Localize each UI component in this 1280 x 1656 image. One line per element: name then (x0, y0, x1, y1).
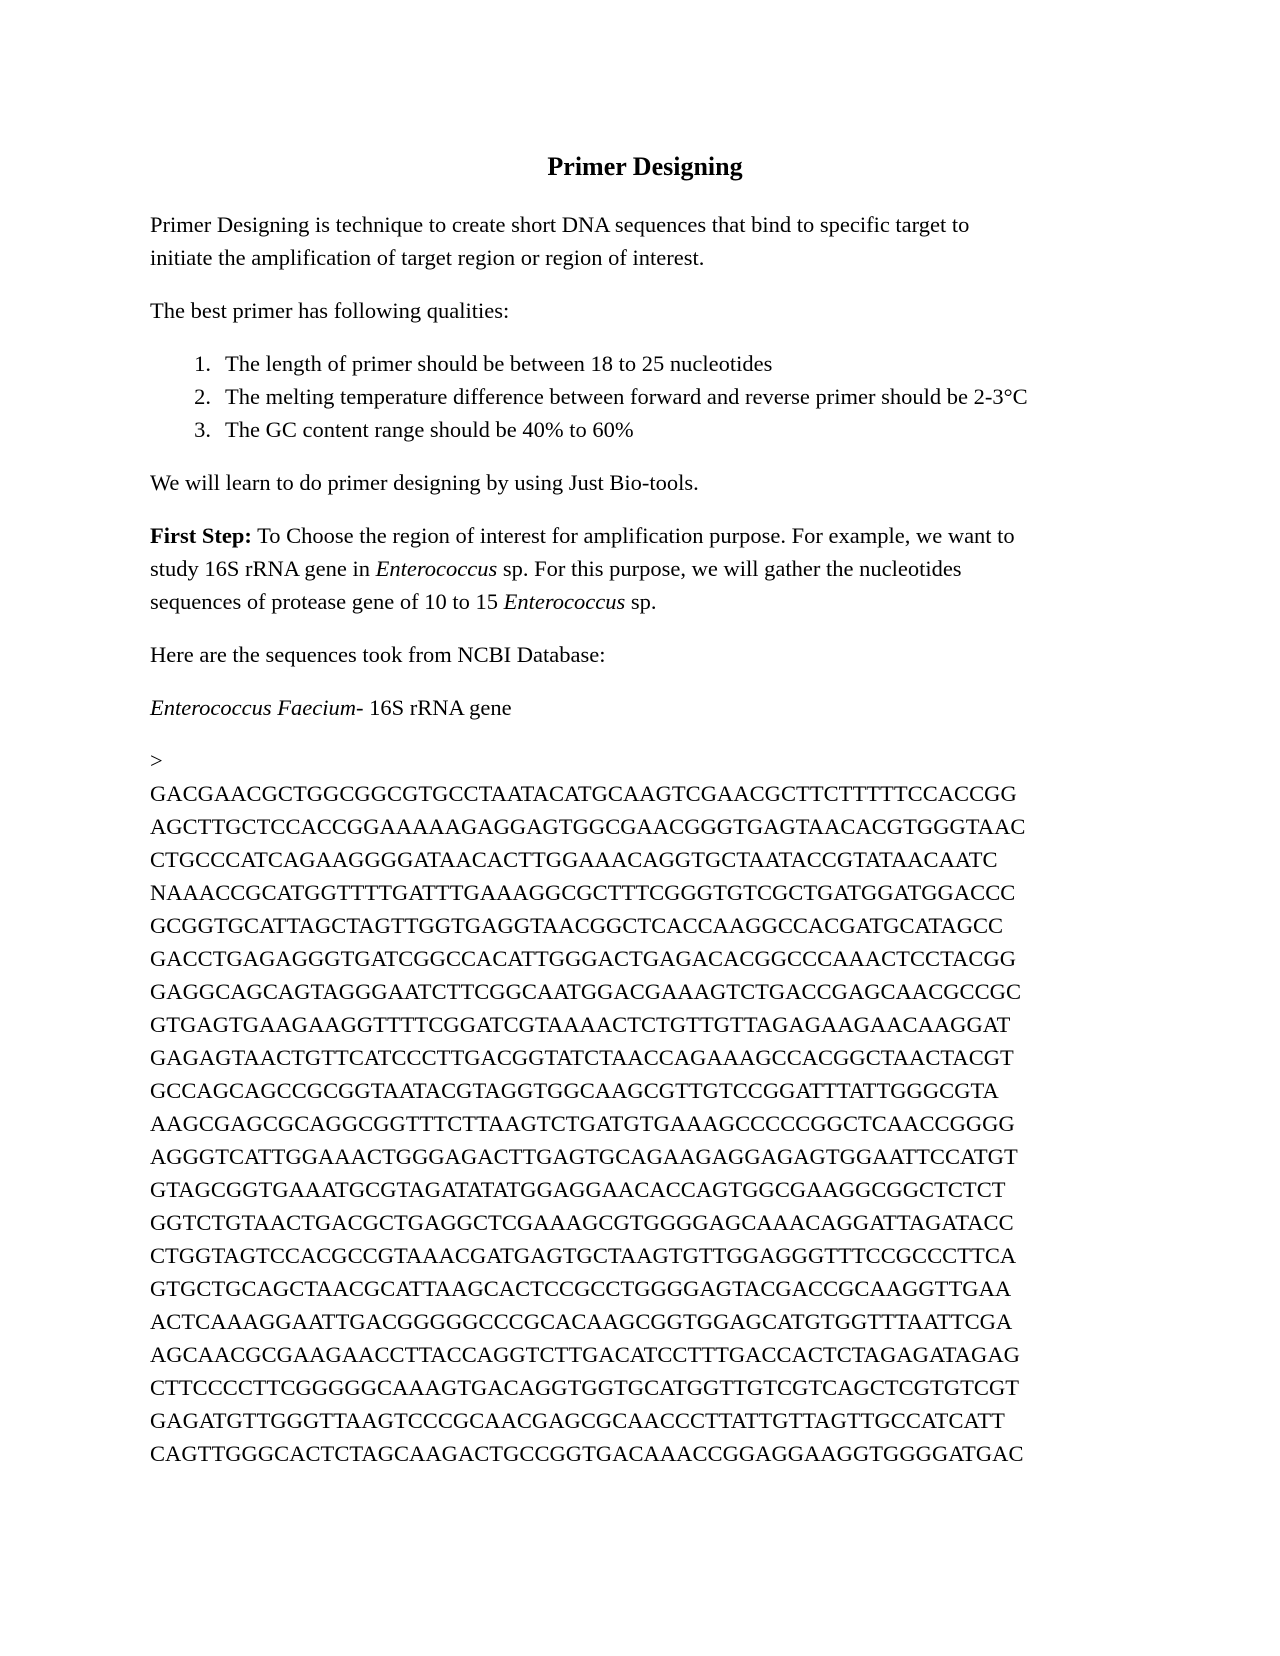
document-title: Primer Designing (547, 152, 743, 181)
intro-line-2: initiate the amplification of target region or region of interest. (150, 245, 705, 270)
first-step-paragraph (150, 519, 1140, 618)
list-text: The melting temperature difference between forward and reverse primer should be 2-3°C (225, 384, 1028, 409)
sequence-line: AGCAACGCGAAGAACCTTACCAGGTCTTGACATCCTTTGACCACTCTAGAGATAGAG (150, 1342, 1020, 1367)
organism-name: Enterococcus Faecium (150, 695, 356, 720)
genus-name: Enterococcus (503, 589, 626, 614)
qualities-list (150, 347, 1140, 446)
document-page (150, 140, 1140, 1470)
first-step-line-2b: sp. For this purpose, we will gather the nucleotides (497, 556, 962, 581)
list-item (150, 413, 1140, 446)
sequence-line: AAGCGAGCGCAGGCGGTTTCTTAAGTCTGATGTGAAAGCCCCCGGCTCAACCGGGG (150, 1111, 1015, 1136)
sequence-line: CTGGTAGTCCACGCCGTAAACGATGAGTGCTAAGTGTTGGAGGGTTTCCGCCCTTCA (150, 1243, 1017, 1268)
sequence-line: GAGAGTAACTGTTCATCCCTTGACGGTATCTAACCAGAAAGCCACGGCTAACTACGT (150, 1045, 1014, 1070)
intro-paragraph (150, 208, 1140, 274)
sequence-line: CTGCCCATCAGAAGGGGATAACACTTGGAAACAGGTGCTAATACCGTATAACAATC (150, 847, 998, 872)
list-number: 2. (194, 384, 211, 409)
sequence-line: AGGGTCATTGGAAACTGGGAGACTTGAGTGCAGAAGAGGAGAGTGGAATTCCATGT (150, 1144, 1018, 1169)
first-step-line-1: To Choose the region of interest for amplification purpose. For example, we want to (251, 523, 1015, 548)
qualities-intro: The best primer has following qualities: (150, 298, 510, 323)
sequence-line: GTGCTGCAGCTAACGCATTAAGCACTCCGCCTGGGGAGTACGACCGCAAGGTTGAA (150, 1276, 1012, 1301)
first-step-label: First Step: (150, 523, 252, 548)
list-number: 1. (194, 351, 211, 376)
list-number: 3. (194, 417, 211, 442)
sequence-line: GGTCTGTAACTGACGCTGAGGCTCGAAAGCGTGGGGAGCAAACAGGATTAGATACC (150, 1210, 1014, 1235)
intro-line-1: Primer Designing is technique to create short DNA sequences that bind to specific target to (150, 212, 970, 237)
fasta-marker: > (150, 748, 163, 773)
sequence-line: GTAGCGGTGAAATGCGTAGATATATGGAGGAACACCAGTGGCGAAGGCGGCTCTCT (150, 1177, 1006, 1202)
ncbi-sentence: Here are the sequences took from NCBI Database: (150, 642, 606, 667)
sequence-line: GTGAGTGAAGAAGGTTTTCGGATCGTAAAACTCTGTTGTTAGAGAAGAACAAGGAT (150, 1012, 1011, 1037)
tool-sentence: We will learn to do primer designing by using Just Bio-tools. (150, 470, 699, 495)
sequence-block (150, 744, 1140, 1470)
organism-gene: - 16S rRNA gene (355, 695, 512, 720)
first-step-line-3a: sequences of protease gene of 10 to 15 (150, 589, 504, 614)
sequence-line: GAGGCAGCAGTAGGGAATCTTCGGCAATGGACGAAAGTCTGACCGAGCAACGCCGC (150, 979, 1022, 1004)
genus-name: Enterococcus (375, 556, 498, 581)
sequence-line: GCGGTGCATTAGCTAGTTGGTGAGGTAACGGCTCACCAAGGCCACGATGCATAGCC (150, 913, 1004, 938)
list-text: The GC content range should be 40% to 60% (225, 417, 634, 442)
sequence-line: GACGAACGCTGGCGGCGTGCCTAATACATGCAAGTCGAACGCTTCTTTTTCCACCGG (150, 781, 1017, 806)
sequence-line: GAGATGTTGGGTTAAGTCCCGCAACGAGCGCAACCCTTATTGTTAGTTGCCATCATT (150, 1408, 1005, 1433)
organism-heading (150, 691, 1140, 724)
sequence-line: CAGTTGGGCACTCTAGCAAGACTGCCGGTGACAAACCGGAGGAAGGTGGGGATGAC (150, 1441, 1024, 1466)
sequence-line: GACCTGAGAGGGTGATCGGCCACATTGGGACTGAGACACGGCCCAAACTCCTACGG (150, 946, 1017, 971)
list-text: The length of primer should be between 18 to 25 nucleotides (225, 351, 773, 376)
sequence-line: GCCAGCAGCCGCGGTAATACGTAGGTGGCAAGCGTTGTCCGGATTTATTGGGCGTA (150, 1078, 999, 1103)
first-step-line-2a: study 16S rRNA gene in (150, 556, 376, 581)
first-step-line-3b: sp. (625, 589, 657, 614)
sequence-lines (150, 777, 1140, 1470)
sequence-line: CTTCCCCTTCGGGGGCAAAGTGACAGGTGGTGCATGGTTGTCGTCAGCTCGTGTCGT (150, 1375, 1020, 1400)
list-item (150, 347, 1140, 380)
sequence-line: ACTCAAAGGAATTGACGGGGGCCCGCACAAGCGGTGGAGCATGTGGTTTAATTCGA (150, 1309, 1013, 1334)
list-item (150, 380, 1140, 413)
sequence-line: NAAACCGCATGGTTTTGATTTGAAAGGCGCTTTCGGGTGTCGCTGATGGATGGACCC (150, 880, 1016, 905)
sequence-line: AGCTTGCTCCACCGGAAAAAGAGGAGTGGCGAACGGGTGAGTAACACGTGGGTAAC (150, 814, 1026, 839)
